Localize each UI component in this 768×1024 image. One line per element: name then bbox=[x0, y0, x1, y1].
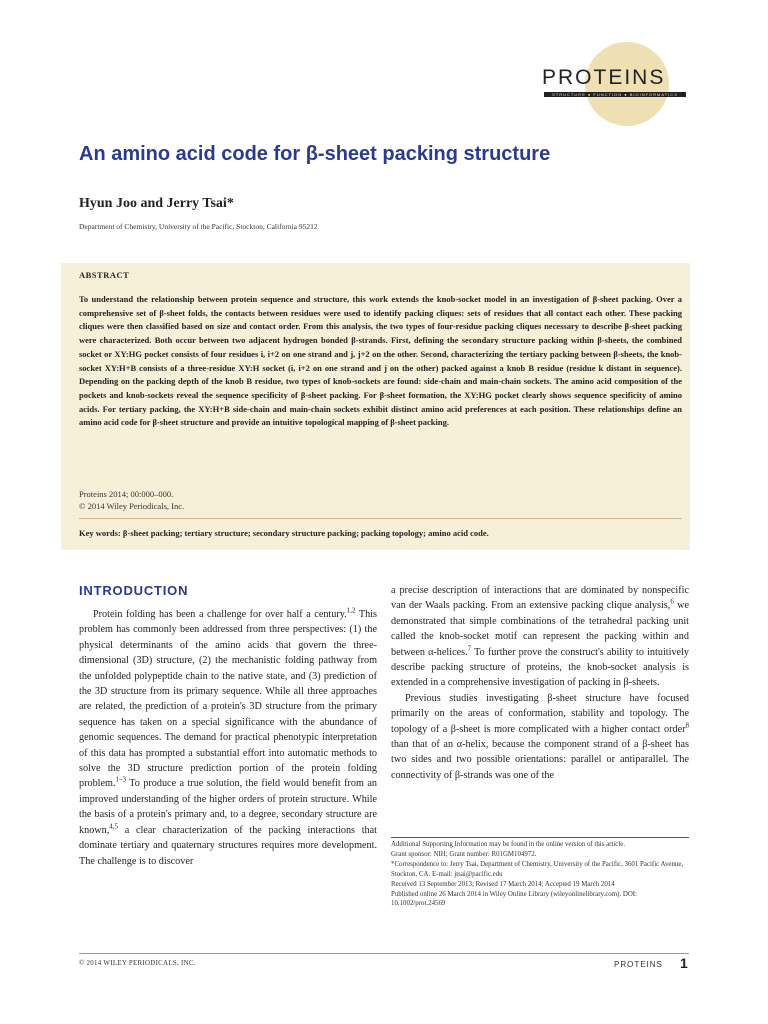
keywords: Key words: β-sheet packing; tertiary structure; secondary structure packing; packing topology; amino acid code. bbox=[79, 528, 489, 538]
article-affiliation: Department of Chemistry, University of the Pacific, Stockton, California 95212 bbox=[79, 222, 318, 231]
intro-right-column bbox=[391, 583, 689, 783]
text-run: a clear characterization of the packing interactions that dominate tertiary and quaternary structures requires more development. The challenge is to discover bbox=[79, 824, 377, 867]
intro-paragraph-1 bbox=[79, 607, 377, 869]
text-run: a precise description of interactions that are dominated by nonspecific van der Waals packing. From an extensive packing clique analysis, bbox=[391, 585, 689, 612]
footnote-received: Received 13 September 2013; Revised 17 March 2014; Accepted 19 March 2014 bbox=[391, 880, 615, 888]
text-run: To further prove the construct's ability to intuitively describe packing structure of proteins, the knob-socket analysis is extended in a comprehensive investigation of packing in β-sheets. bbox=[391, 646, 689, 689]
journal-logo-name: PROTEINS bbox=[542, 66, 666, 89]
abstract-label: ABSTRACT bbox=[79, 270, 130, 280]
citation-line-1: Proteins 2014; 00:000–000. bbox=[79, 489, 174, 499]
footnote-published: Published online 26 March 2014 in Wiley Online Library (wileyonlinelibrary.com). DOI: 10.1002/prot.24569 bbox=[391, 891, 638, 908]
footnotes bbox=[391, 840, 689, 909]
article-title: An amino acid code for β-sheet packing structure bbox=[79, 143, 551, 165]
citation-ref: 7 bbox=[467, 644, 472, 653]
introduction-heading: INTRODUCTION bbox=[79, 583, 189, 598]
text-run: we demonstrated that simple combinations of the tetrahedral packing unit called the knob-socket motif can represent the packing within and between α-helices. bbox=[391, 600, 689, 658]
citation-ref: 1–3 bbox=[115, 776, 126, 785]
intro-paragraph-2 bbox=[391, 691, 689, 783]
text-run: than that of an α-helix, because the component strand of a β-sheet has two sides and two possible orientations: parallel or antiparallel. The connectivity of β-strands was one of the bbox=[391, 739, 689, 781]
text-run: Protein folding has been a challenge for over half a century. bbox=[93, 609, 347, 620]
citation-line-2: © 2014 Wiley Periodicals, Inc. bbox=[79, 501, 185, 511]
footnote-supporting: Additional Supporting Information may be found in the online version of this article. bbox=[391, 841, 626, 848]
journal-logo-tagline: STRUCTURE ● FUNCTION ● BIOINFORMATICS bbox=[544, 92, 686, 97]
intro-left-column bbox=[79, 607, 377, 869]
text-run: To produce a true solution, the field would benefit from an improved understanding of the higher orders of protein structure. While the basis of a protein's primary and, to a degree, secondary structure are known, bbox=[79, 778, 377, 836]
abstract-divider bbox=[79, 518, 682, 519]
citation-info bbox=[79, 488, 184, 512]
footer-journal-name: PROTEINS bbox=[614, 960, 663, 969]
footnote-correspondence: *Correspondence to: Jerry Tsai, Department of Chemistry, University of the Pacific, 3601 Pacific Avenue, Stockton, CA. E-mail: jtsai@pacific.edu bbox=[391, 861, 684, 878]
citation-ref: 4,5 bbox=[109, 822, 119, 831]
article-authors: Hyun Joo and Jerry Tsai* bbox=[79, 196, 234, 211]
text-run: This problem has commonly been addressed from three perspectives: (1) the physical determinants of the amino acids that govern the three-dimensional (3D) structure, (2) the mechanistic folding pathway from the unfolded polypeptide chain to the native state, and (3) prediction of the 3D structure from its primary sequence. While all three approaches are related, the prediction of a protein's 3D structure from the primary sequence has taken on a special significance with the abundance of genomic sequences. The demand for practical phenotypic interpretation of this data has prompted a substantial effort into automatic methods to solve the 3D structure prediction portion of the protein folding problem. bbox=[79, 609, 377, 790]
footer-copyright: © 2014 WILEY PERIODICALS, INC. bbox=[79, 960, 196, 967]
citation-ref: 1,2 bbox=[346, 606, 356, 615]
footnote-grant: Grant sponsor: NIH; Grant number: R01GM104972. bbox=[391, 851, 537, 859]
citation-ref: 8 bbox=[685, 721, 689, 730]
footer-divider bbox=[79, 953, 689, 954]
text-run: Previous studies investigating β-sheet structure have focused primarily on the areas of conformation, stability and topology. The topology of a β-sheet is more complicated with a higher contact order bbox=[391, 692, 689, 735]
abstract-text: To understand the relationship between protein sequence and structure, this work extends the knob-socket model in an investigation of β-sheet packing. Over a comprehensive set of β-sheet folds, the contacts between residues were used to identify packing cliques: sets of residues that all contact each other. These packing cliques were then classified based on size and contact order. From this analysis, the two types of four-residue packing cliques necessary to describe β-sheet packing were characterized. Both occur between two adjacent hydrogen bonded β-strands. First, defining the secondary structure packing within β-sheets, the combined socket or XY:HG pocket consists of four residues i, i+2 on one strand and j, j+2 on the other. Second, characterizing the tertiary packing between β-sheets, the knob-socket XY:H+B consists of a three-residue XY:H socket (i, i+2 on one strand and j on the other) packed against a knob B residue (residue k distant in sequence). Depending on the packing depth of the knob B residue, two types of knob-sockets are found: side-chain and main-chain sockets. The amino acid composition of the pockets and knob-sockets reveal the sequence specificity of β-sheet packing. For β-sheet formation, the XY:HG pocket clearly shows sequence specificity of amino acids. For tertiary packing, the XY:H+B side-chain and main-chain sockets exhibit distinct amino acid preferences at each position. These relationships define an amino acid code for β-sheet structure and provide an intuitive topological mapping of β-sheet packing. bbox=[79, 294, 682, 428]
footnote-divider bbox=[391, 837, 689, 838]
citation-ref: 6 bbox=[670, 598, 674, 607]
page-number: 1 bbox=[680, 955, 688, 971]
intro-paragraph-cont bbox=[391, 583, 689, 691]
